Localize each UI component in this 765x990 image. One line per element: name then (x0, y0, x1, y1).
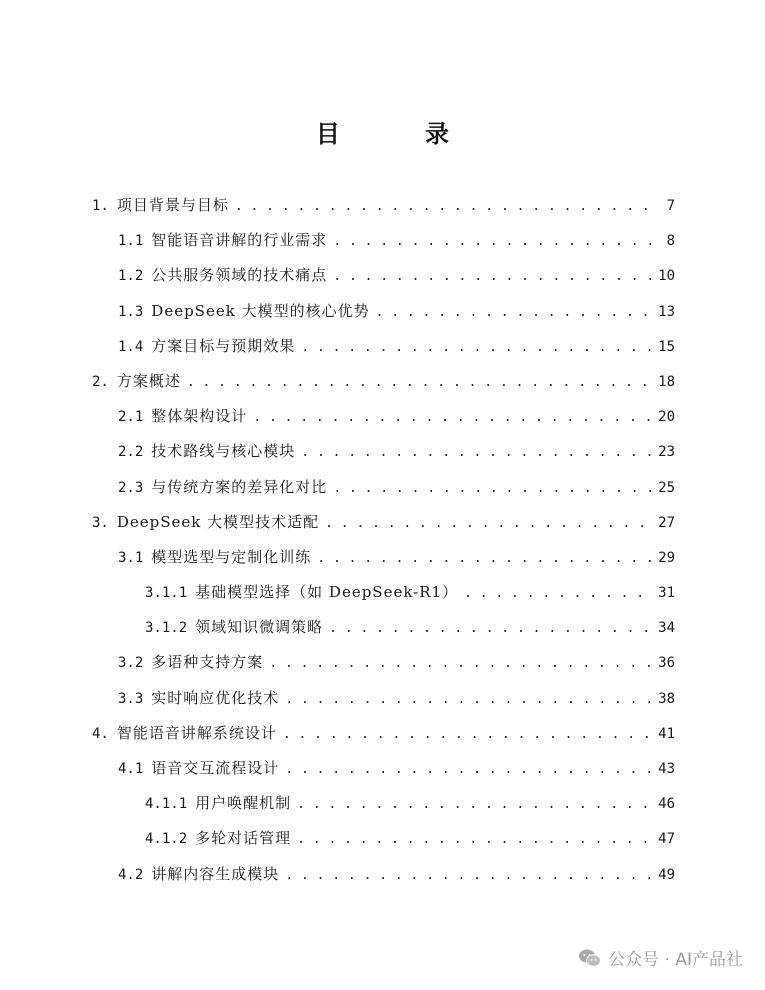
dot-leader (297, 822, 651, 857)
toc-entry[interactable] (0, 786, 765, 821)
dot-leader (317, 541, 651, 576)
toc-entry[interactable] (0, 258, 765, 293)
toc-entry-title: 多轮对话管理 (195, 829, 292, 848)
dot-leader (285, 858, 651, 893)
toc-entry-number: 4.1 (118, 761, 144, 777)
toc-entry-number: 2.2 (118, 444, 144, 461)
dot-leader (235, 189, 651, 224)
dot-leader (283, 717, 651, 752)
toc-entry-page-number: 46 (658, 796, 675, 813)
toc-entry-number: 3.2 (118, 655, 144, 672)
toc-entry-number: 1.1 (118, 233, 144, 250)
dot-leader (333, 224, 651, 259)
dot-leader (285, 682, 651, 717)
toc-entry-title: 讲解内容生成模块 (151, 864, 280, 883)
toc-entry-title: DeepSeek 大模型的核心优势 (151, 301, 370, 320)
toc-entry-number: 2.1 (118, 409, 144, 426)
toc-entry[interactable] (0, 645, 765, 680)
toc-entry-title: 项目背景与目标 (116, 196, 229, 214)
toc-entry[interactable] (0, 681, 765, 716)
wechat-icon (578, 948, 602, 968)
toc-entry-title: 方案目标与预期效果 (151, 336, 296, 355)
toc-entry-page-number: 13 (658, 303, 675, 320)
toc-entry-number: 1.4 (118, 338, 144, 355)
toc-entry-number: 4.1.2 (145, 831, 188, 848)
toc-entry-number: 3.1 (118, 549, 144, 566)
toc-entry-page-number: 8 (666, 233, 675, 250)
toc-entry-page-number: 41 (658, 725, 675, 742)
toc-entry-title: 模型选型与定制化训练 (151, 547, 312, 566)
watermark (578, 945, 743, 970)
toc-entry-page-number: 36 (658, 655, 675, 672)
toc-entry[interactable] (0, 610, 765, 645)
dot-leader (333, 471, 651, 506)
toc-entry-page-number: 10 (658, 268, 675, 285)
toc-entry-number: 3.3 (118, 690, 144, 707)
toc-entry-title: 语音交互流程设计 (151, 759, 280, 777)
dot-leader (376, 295, 651, 330)
dot-leader (285, 752, 651, 787)
toc-entry-title: DeepSeek 大模型技术适配 (116, 512, 320, 531)
toc-entry-title: 智能语音讲解的行业需求 (151, 231, 328, 250)
toc-entry[interactable] (0, 188, 765, 223)
toc-entry-page-number: 18 (658, 373, 675, 390)
dot-leader (329, 611, 651, 646)
toc-entry[interactable] (0, 821, 765, 856)
toc-entry[interactable] (0, 434, 765, 469)
toc-entry-title: 技术路线与核心模块 (151, 442, 296, 461)
toc-entry-page-number: 23 (658, 444, 675, 461)
dot-leader (325, 506, 651, 541)
toc-entry-title: 实时响应优化技术 (151, 688, 280, 707)
toc-entry-page-number: 31 (658, 585, 675, 602)
toc-entry[interactable] (0, 399, 765, 434)
toc-entry-title: 方案概述 (116, 371, 181, 390)
toc-entry-number: 1. (92, 198, 109, 214)
dot-leader (187, 365, 651, 400)
toc-entry-number: 3. (92, 514, 109, 531)
dot-leader (269, 646, 651, 681)
toc-entry-page-number: 38 (658, 690, 675, 707)
toc-entry[interactable] (0, 294, 765, 329)
toc-entry-number: 4.1.1 (145, 796, 188, 813)
toc-list (0, 188, 765, 892)
watermark-text: 公众号 · AI产品社 (608, 950, 743, 970)
toc-entry-page-number: 20 (658, 409, 675, 426)
toc-entry-title: 用户唤醒机制 (195, 794, 292, 813)
toc-entry-title: 公共服务领域的技术痛点 (151, 266, 328, 285)
toc-entry-number: 2. (92, 373, 109, 390)
toc-entry-title: 领域知识微调策略 (195, 618, 324, 637)
toc-entry-number: 4.2 (118, 866, 144, 883)
toc-entry-title: 整体架构设计 (151, 407, 248, 426)
dot-leader (333, 259, 651, 294)
toc-entry[interactable] (0, 223, 765, 258)
toc-entry-title: 基础模型选择（如 DeepSeek-R1） (195, 583, 459, 602)
toc-entry-number: 3.1.2 (145, 620, 188, 637)
toc-entry[interactable] (0, 470, 765, 505)
toc-entry-page-number: 47 (658, 831, 675, 848)
toc-entry-page-number: 25 (658, 479, 675, 496)
toc-entry-page-number: 34 (658, 620, 675, 637)
toc-entry-page-number: 7 (666, 198, 675, 214)
toc-entry-number: 1.2 (118, 268, 144, 285)
toc-entry-number: 2.3 (118, 479, 144, 496)
toc-entry-page-number: 43 (658, 761, 675, 777)
toc-entry[interactable] (0, 575, 765, 610)
toc-entry-title: 与传统方案的差异化对比 (151, 477, 328, 496)
toc-entry[interactable] (0, 857, 765, 892)
toc-entry-page-number: 15 (658, 338, 675, 355)
toc-entry-page-number: 29 (658, 549, 675, 566)
dot-leader (301, 435, 651, 470)
toc-entry[interactable] (0, 364, 765, 399)
dot-leader (253, 400, 651, 435)
dot-leader (297, 787, 651, 822)
dot-leader (464, 576, 651, 611)
toc-entry-number: 1.3 (118, 303, 144, 320)
toc-entry[interactable] (0, 329, 765, 364)
toc-entry-page-number: 27 (658, 514, 675, 531)
dot-leader (301, 330, 651, 365)
toc-title: 目 录 (315, 120, 488, 148)
toc-entry-number: 4. (92, 725, 109, 742)
toc-entry-title: 智能语音讲解系统设计 (116, 723, 277, 742)
toc-entry-page-number: 49 (658, 866, 675, 883)
toc-entry-number: 3.1.1 (145, 585, 188, 602)
toc-entry[interactable] (0, 751, 765, 786)
toc-entry-title: 多语种支持方案 (151, 653, 264, 672)
toc-entry[interactable] (0, 505, 765, 540)
toc-entry[interactable] (0, 716, 765, 751)
toc-entry[interactable] (0, 540, 765, 575)
